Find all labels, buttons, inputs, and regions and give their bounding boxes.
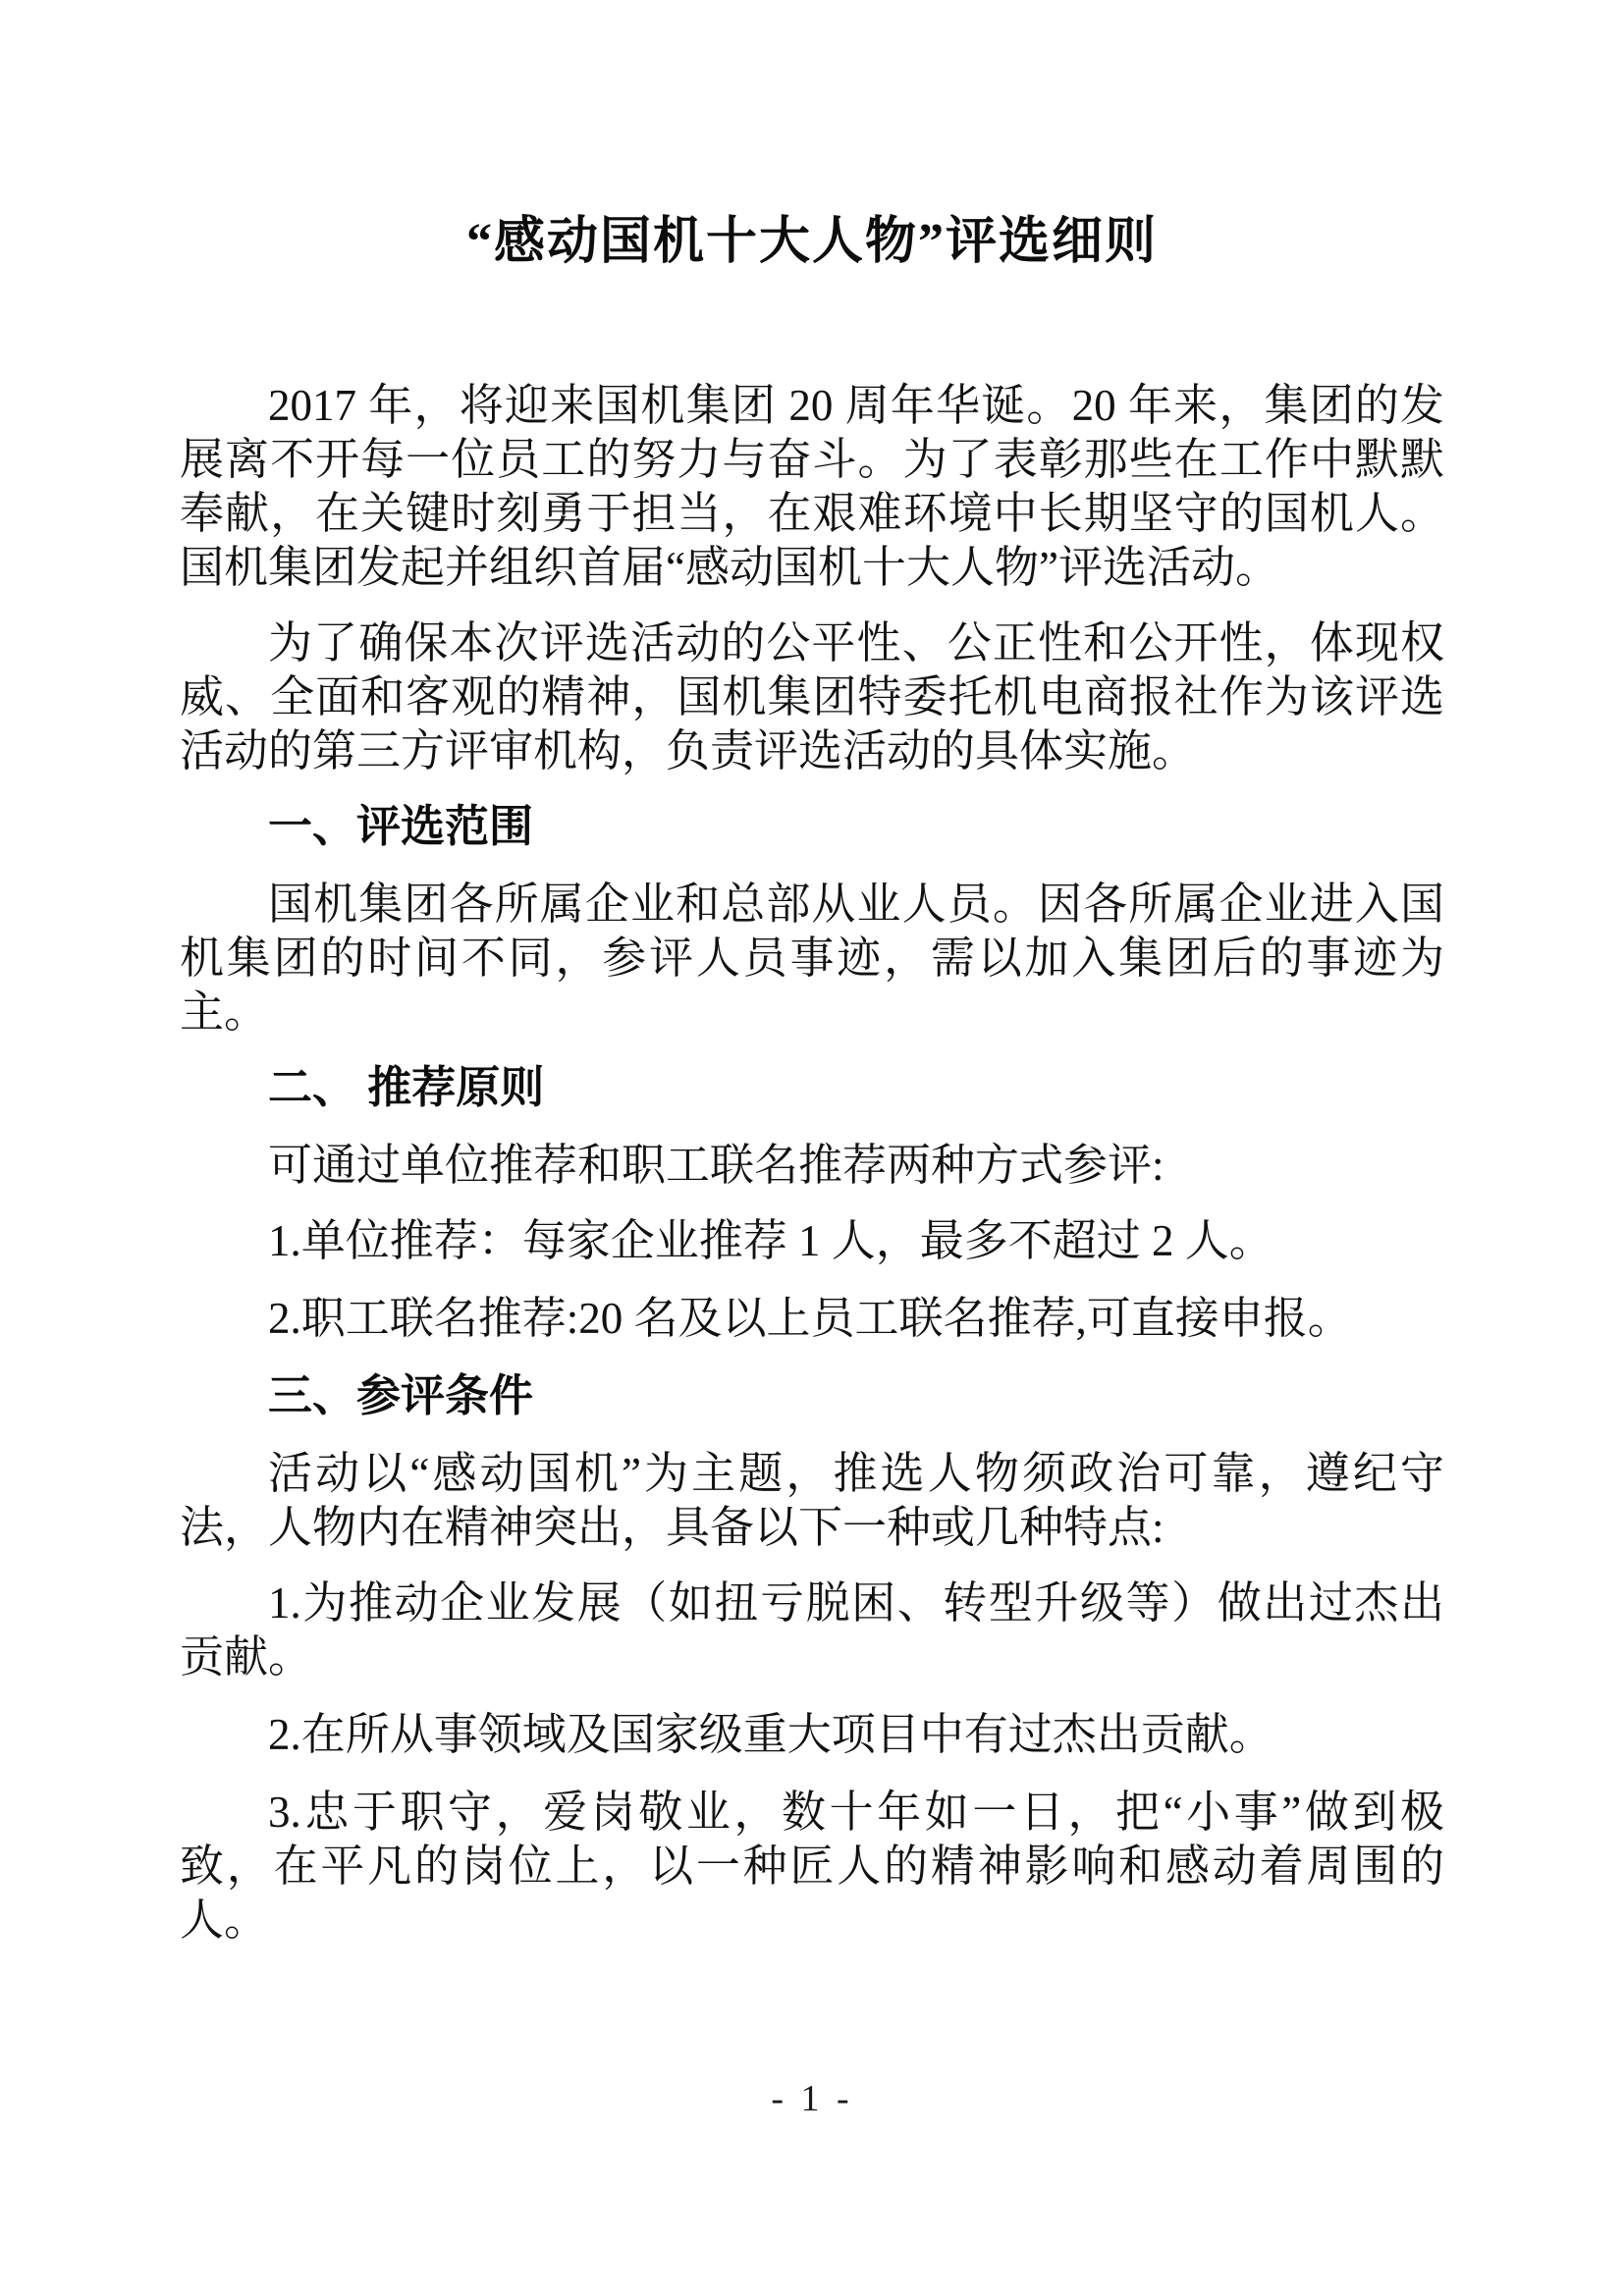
section-2-item-2: 2.职工联名推荐:20 名及以上员工联名推荐,可直接申报。 (268, 1294, 1352, 1343)
section-3-item-3: 3.忠于职守，爱岗敬业，数十年如一日，把“小事”做到极致，在平凡的岗位上，以一种匠人的精神影响和感动着周围的人。 (180, 1788, 1444, 1945)
page-number: - 1 - (771, 2078, 853, 2119)
section-3-heading: 三、参评条件 (268, 1371, 534, 1420)
section-2-paragraph-intro: 可通过单位推荐和职工联名推荐两种方式参评: (268, 1141, 1164, 1190)
section-1-heading: 一、评选范围 (268, 802, 534, 851)
intro-paragraph-1: 2017 年，将迎来国机集团 20 周年华诞。20 年来，集团的发展离不开每一位员工的努力与奋斗。为了表彰那些在工作中默默奉献，在关键时刻勇于担当，在艰难环境中长期坚守的国机人。国机集团发起并组织首届“感动国机十大人物”评选活动。 (180, 381, 1444, 592)
section-3-item-1: 1.为推动企业发展（如扭亏脱困、转型升级等）做出过杰出贡献。 (180, 1578, 1444, 1682)
section-3-item-2: 2.在所从事领域及国家级重大项目中有过杰出贡献。 (268, 1710, 1273, 1759)
section-1-paragraph-1: 国机集团各所属企业和总部从业人员。因各所属企业进入国机集团的时间不同，参评人员事迹，需以加入集团后的事迹为主。 (180, 880, 1444, 1037)
section-3-paragraph-intro: 活动以“感动国机”为主题，推选人物须政治可靠，遵纪守法，人物内在精神突出，具备以下一种或几种特点: (180, 1449, 1444, 1552)
section-2-item-1: 1.单位推荐：每家企业推荐 1 人，最多不超过 2 人。 (268, 1216, 1273, 1265)
document-body (180, 379, 1444, 1948)
intro-paragraph-2: 为了确保本次评选活动的公平性、公正性和公开性，体现权威、全面和客观的精神，国机集团特委托机电商报社作为该评选活动的第三方评审机构，负责评选活动的具体实施。 (180, 618, 1444, 775)
document-title: “感动国机十大人物”评选细则 (465, 214, 1158, 270)
section-2-heading: 二、 推荐原则 (268, 1063, 545, 1112)
